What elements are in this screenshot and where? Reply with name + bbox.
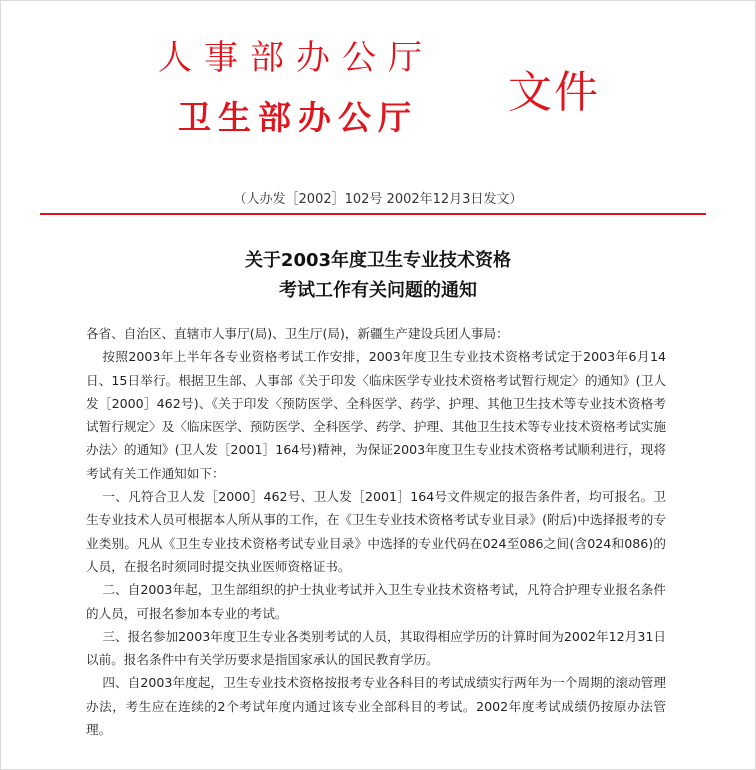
document-header: [0, 0, 756, 150]
paragraph-intro: 按照2003年上半年各专业资格考试工作安排，2003年度卫生专业技术资格考试定于2003年6月14日、15日举行。根据卫生部、人事部《关于印发〈临床医学专业技术资格考试暂行规定〉的通知》(卫人发［2000］462号)、《关于印发〈预防医学、全科医学、药学、护理、其他卫生技术等专业技术资格考试暂行规定〉及〈临床医学、预防医学、全科医学、药学、护理、其他卫生技术等专业技术资格考试实施办法〉的通知》(卫人发［2001］164号)精神，为保证2003年度卫生专业技术资格考试顺利进行，现将考试有关工作通知如下：: [86, 349, 666, 481]
paragraph-item-1: 一、凡符合卫人发［2000］462号、卫人发［2001］164号文件规定的报告条件者，均可报名。卫生专业技术人员可根据本人所从事的工作，在《卫生专业技术资格考试专业目录》(附后)中选择报考的专业类别。凡从《卫生专业技术资格考试专业目录》中选择的专业代码在024至086之间(含024和086)的人员，在报名时须同时提交执业医师资格证书。: [86, 489, 666, 574]
salutation: 各省、自治区、直辖市人事厅(局)、卫生厅(局)，新疆生产建设兵团人事局：: [86, 326, 509, 341]
title-line-2: 考试工作有关问题的通知: [279, 280, 477, 301]
issuer-name-ministry-health: 卫生部办公厅: [178, 98, 418, 137]
document-body: [86, 322, 666, 741]
paragraph-item-3: 三、报名参加2003年度卫生专业各类别考试的人员，其取得相应学历的计算时间为2002年12月31日以前。报名条件中有关学历要求是指国家承认的国民教育学历。: [86, 628, 666, 668]
document-type-label: 文件: [508, 67, 600, 118]
issuer-name-ministry-personnel: 人事部办公厅: [158, 38, 434, 78]
document-title: [0, 246, 756, 306]
paragraph-item-2: 二、自2003年起，卫生部组织的护士执业考试并入卫生专业技术资格考试，凡符合护理专业报名条件的人员，可报名参加本专业的考试。: [86, 582, 666, 621]
title-line-1: 关于2003年度卫生专业技术资格: [244, 250, 512, 271]
paragraph-item-4: 四、自2003年度起，卫生专业技术资格按报考专业各科目的考试成绩实行两年为一个周期的滚动管理办法，考生应在连续的2个考试年度内通过该专业全部科目的考试。2002年度考试成绩仍按原办法管理。: [86, 675, 666, 738]
red-divider-line: [40, 213, 706, 215]
document-number: （人办发［2002］102号 2002年12月3日发文）: [233, 192, 523, 207]
